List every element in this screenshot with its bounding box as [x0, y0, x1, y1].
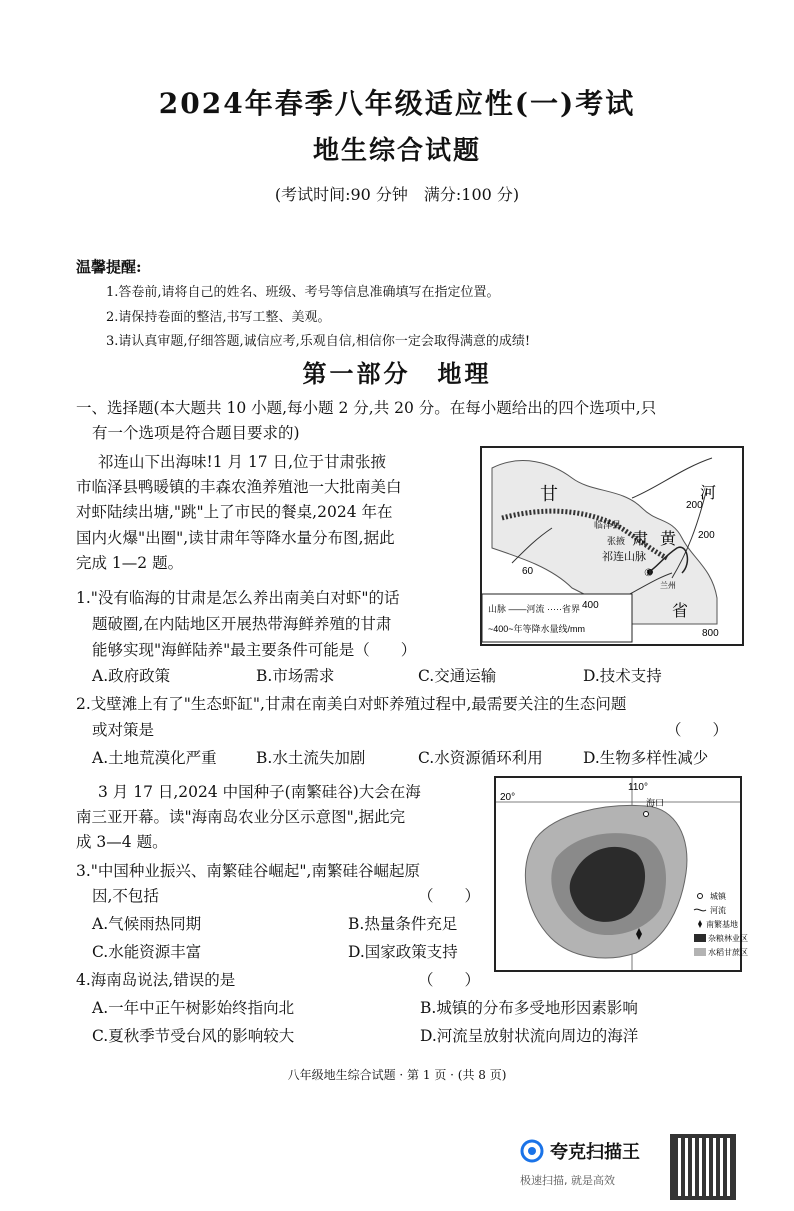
q4-answer-paren: （ ）: [418, 971, 481, 989]
hainan-map-figure: [496, 778, 748, 970]
q1-option-b[interactable]: B.市场需求: [256, 667, 335, 685]
q2-option-b[interactable]: B.水土流失加剧: [256, 749, 366, 767]
tip-item: 3.请认真审题,仔细答题,诚信应考,乐观自信,相信你一定会取得满意的成绩!: [106, 334, 531, 349]
map1-label: 甘: [540, 484, 558, 504]
q2-stem: 或对策是: [92, 721, 155, 739]
tips-heading: 温馨提醒:: [76, 258, 142, 276]
q3-option-c[interactable]: C.水能资源丰富: [92, 943, 202, 961]
map1-label: 祁连山脉: [602, 551, 646, 563]
map1-legend-line: ~400~年等降水量线/mm: [488, 624, 586, 634]
map1-iso-label: 400: [582, 600, 599, 611]
map1-label: 黄: [660, 531, 677, 548]
hainan-agriculture-map: [494, 776, 748, 972]
legend-grain: 杂粮林业区: [708, 934, 748, 943]
map1-iso-label: 200: [698, 530, 715, 541]
section-line-1: 一、选择题(本大题共 10 小题,每小题 2 分,共 20 分。在每小题给出的四个选项中,只: [76, 399, 657, 417]
passage1-line: 祁连山下出海味!1 月 17 日,位于甘肃张掖: [98, 453, 387, 471]
q3-answer-paren: （ ）: [418, 887, 481, 905]
q3-stem: 因,不包括: [92, 887, 159, 905]
scanner-watermark: [520, 1138, 640, 1188]
map1-legend-box: [482, 594, 632, 642]
map1-iso-label: 800: [702, 628, 719, 639]
legend-nanfan: 南繁基地: [706, 920, 738, 929]
map1-iso-label: 60: [522, 566, 534, 577]
legend-river: 河流: [710, 906, 726, 915]
q1-stem: 1."没有临海的甘肃是怎么养出南美白对虾"的话: [76, 589, 400, 607]
legend-town-icon: [698, 894, 703, 899]
brand-slogan: 极速扫描, 就是高效: [520, 1174, 615, 1187]
q4-stem: 4.海南岛说法,错误的是: [76, 971, 236, 989]
map1-label: ①: [644, 568, 653, 579]
map1-label: 省: [672, 603, 689, 620]
passage2-line: 成 3—4 题。: [76, 833, 168, 851]
lon-label: 110°: [628, 782, 648, 793]
passage1-line: 对虾陆续出塘,"跳"上了市民的餐桌,2024 年在: [76, 503, 393, 521]
q3-stem: 3."中国种业振兴、南繁硅谷崛起",南繁硅谷崛起原: [76, 862, 420, 880]
q4-option-c[interactable]: C.夏秋季节受台风的影响较大: [92, 1027, 295, 1045]
section-line-2: 有一个选项是符合题目要求的): [92, 424, 300, 442]
q1-option-c[interactable]: C.交通运输: [418, 667, 497, 685]
lat-label: 20°: [500, 792, 516, 803]
page-footer: 八年级地生综合试题 · 第 1 页 · (共 8 页): [287, 1068, 507, 1082]
q4-option-a[interactable]: A.一年中正午树影始终指向北: [92, 999, 295, 1017]
legend-town: 城镇: [710, 892, 726, 901]
q3-option-d[interactable]: D.国家政策支持: [348, 943, 458, 961]
q4-option-b[interactable]: B.城镇的分布多受地形因素影响: [420, 999, 638, 1017]
q3-option-a[interactable]: A.气候雨热同期: [92, 915, 202, 933]
gansu-precipitation-map: [480, 446, 744, 646]
brand-name: 夸克扫描王: [550, 1142, 640, 1163]
passage1-line: 完成 1—2 题。: [76, 554, 184, 572]
map1-label: 兰州: [660, 581, 676, 590]
passage1-line: 国内火爆"出圈",读甘肃年等降水量分布图,据此: [76, 529, 395, 547]
q1-option-a[interactable]: A.政府政策: [92, 667, 171, 685]
legend-grain-swatch: [694, 934, 706, 942]
q2-option-d[interactable]: D.生物多样性减少: [583, 749, 709, 767]
exam-info: (考试时间:90 分钟 满分:100 分): [274, 185, 520, 204]
legend-rice: 水稻甘蔗区: [708, 948, 748, 957]
qr-code-icon[interactable]: [670, 1134, 736, 1200]
map1-label: 肃: [632, 531, 649, 548]
haikou-label: 海口: [646, 798, 665, 808]
brand-row: [520, 1138, 640, 1164]
map1-label: 河: [700, 485, 717, 502]
tip-item: 2.请保持卷面的整洁,书写工整、美观。: [106, 310, 331, 325]
part-title: 第一部分 地理: [302, 359, 492, 388]
q2-answer-paren: （ ）: [666, 721, 729, 739]
q4-option-d[interactable]: D.河流呈放射状流向周边的海洋: [420, 1027, 639, 1045]
legend-nanfan-icon: [698, 920, 702, 928]
tip-item: 1.答卷前,请将自己的姓名、班级、考号等信息准确填写在指定位置。: [106, 285, 500, 300]
gansu-map-figure: [482, 448, 742, 644]
q1-option-d[interactable]: D.技术支持: [583, 667, 662, 685]
passage1-line: 市临泽县鸭暖镇的丰森农渔养殖池一大批南美白: [76, 478, 402, 496]
map1-iso-label: 200: [686, 500, 703, 511]
map1-label: 张掖: [607, 536, 626, 546]
q2-option-a[interactable]: A.土地荒漠化严重: [92, 749, 217, 767]
passage2-line: 南三亚开幕。读"海南岛农业分区示意图",据此完: [76, 808, 406, 826]
legend-river-icon: [694, 909, 706, 911]
scanner-logo-icon: [520, 1139, 544, 1163]
q1-stem: 题破圈,在内陆地区开展热带海鲜养殖的甘肃: [92, 615, 392, 633]
haikou-city-icon: [644, 812, 649, 817]
map1-legend-line: 山脉 ——河流 ·····省界: [488, 604, 580, 614]
q2-option-c[interactable]: C.水资源循环利用: [418, 749, 543, 767]
exam-subtitle: 地生综合试题: [312, 136, 481, 166]
q1-stem: 能够实现"海鲜陆养"最主要条件可能是（ ）: [92, 641, 417, 659]
legend-rice-swatch: [694, 948, 706, 956]
exam-title: 2024年春季八年级适应性(一)考试: [158, 87, 636, 120]
map1-label: 临泽县: [594, 520, 622, 530]
q3-option-b[interactable]: B.热量条件充足: [348, 915, 458, 933]
passage2-line: 3 月 17 日,2024 中国种子(南繁硅谷)大会在海: [98, 783, 421, 801]
q2-stem: 2.戈壁滩上有了"生态虾缸",甘肃在南美白对虾养殖过程中,最需要关注的生态问题: [76, 695, 627, 713]
